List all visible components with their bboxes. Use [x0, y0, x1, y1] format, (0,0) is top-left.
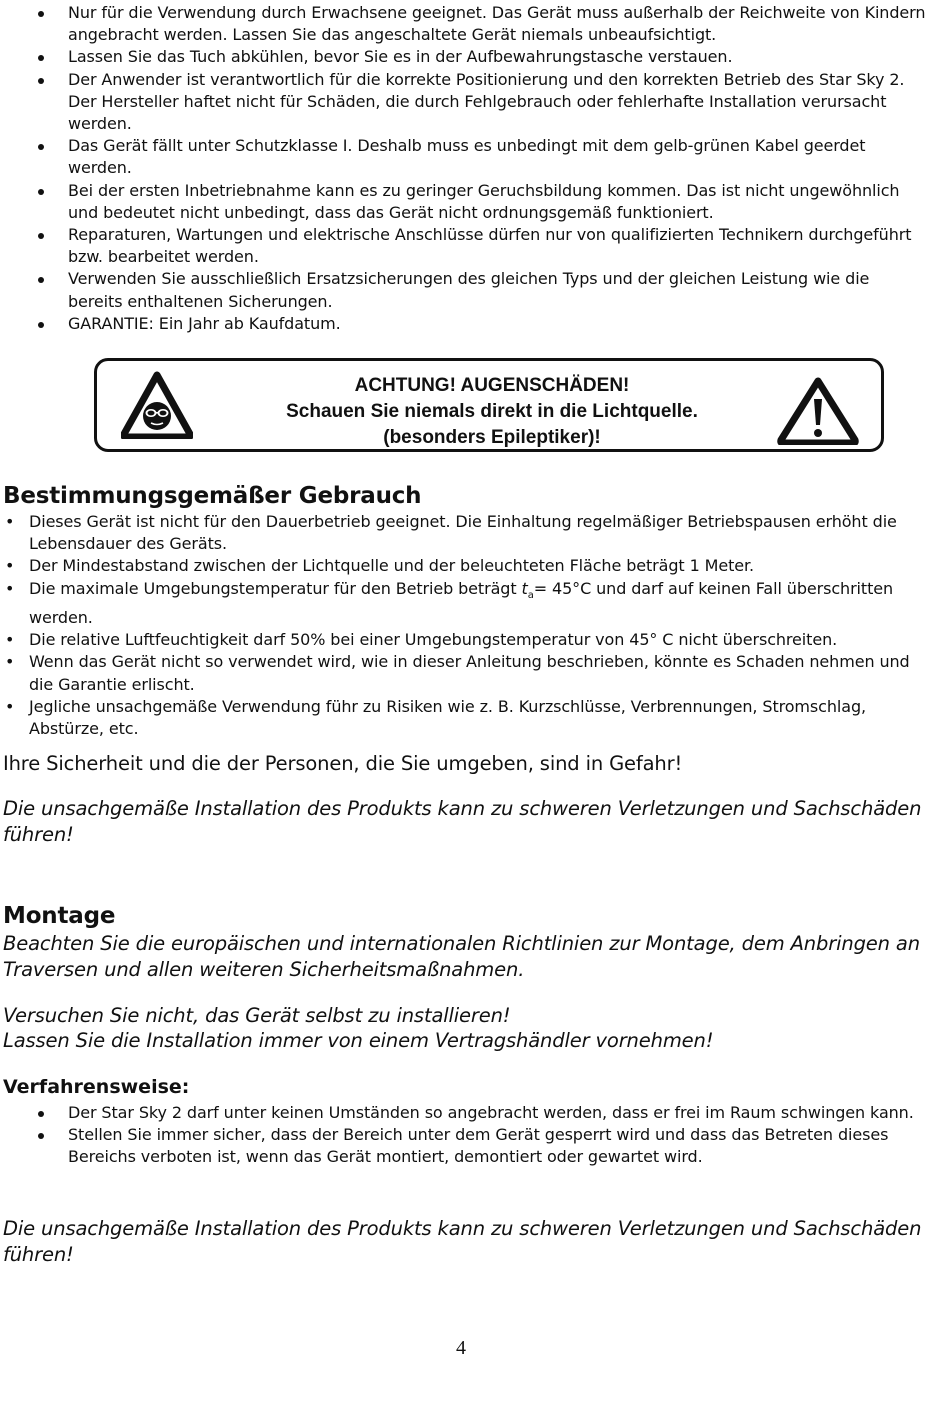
mounting-note: Versuchen Sie nicht, das Gerät selbst zu installieren!: [3, 1004, 511, 1027]
bullet-icon: [38, 1133, 44, 1139]
bullet-icon: [38, 78, 44, 84]
bullet-icon: [38, 233, 44, 239]
procedure-heading: Verfahrensweise:: [3, 1076, 190, 1098]
list-item: Nur für die Verwendung durch Erwachsene geeignet. Das Gerät muss außerhalb der Reichweite von Kindern angebracht werden. Lassen Sie das angeschaltete Gerät niemals unbeaufsichtigt.: [38, 2, 928, 46]
list-item: GARANTIE: Ein Jahr ab Kaufdatum.: [38, 313, 928, 335]
list-item: • Jegliche unsachgemäße Verwendung führ zu Risiken wie z. B. Kurzschlüsse, Verbrennungen, Stromschlag, Abstürze, etc.: [5, 696, 866, 739]
exclamation-warning-icon: [777, 377, 859, 445]
bullet-icon: [38, 11, 44, 17]
list-item: Lassen Sie das Tuch abkühlen, bevor Sie es in der Aufbewahrungstasche verstauen.: [38, 46, 928, 68]
bullet-icon: [38, 322, 44, 328]
list-item: • Dieses Gerät ist nicht für den Dauerbetrieb geeignet. Die Einhaltung regelmäßiger Betriebspausen erhöht die Lebensdauer des Geräts.: [5, 512, 897, 554]
procedure-list: [38, 1102, 928, 1169]
list-item: • Der Mindestabstand zwischen der Lichtquelle und der beleuchteten Fläche beträgt 1 Meter.: [5, 556, 754, 576]
safety-instructions-list: [38, 2, 928, 335]
bullet-icon: [38, 1111, 44, 1117]
list-item: • Wenn das Gerät nicht so verwendet wird, wie in dieser Anleitung beschrieben, könnte es Schaden nehmen und die Garantie erlischt.: [5, 652, 910, 694]
eye-protection-warning-icon: [121, 371, 193, 439]
list-item: Verwenden Sie ausschließlich Ersatzsicherungen des gleichen Typs und der gleichen Leistung wie die bereits enthaltenen Sicherungen.: [38, 268, 928, 312]
list-item: Der Anwender ist verantwortlich für die korrekte Positionierung und den korrekten Betrieb des Star Sky 2. Der Hersteller haftet nicht für Schäden, die durch Fehlgebrauch oder fehlerhafte Installation verursacht werden.: [38, 69, 928, 136]
list-item: Das Gerät fällt unter Schutzklasse I. Deshalb muss es unbedingt mit dem gelb-grünen Kabel geerdet werden.: [38, 135, 928, 179]
bullet-icon: [38, 277, 44, 283]
warning-line: (besonders Epileptiker)!: [383, 427, 601, 448]
bullet-icon: [38, 55, 44, 61]
bullet-icon: [38, 189, 44, 195]
warning-title: ACHTUNG! AUGENSCHÄDEN!: [354, 375, 630, 396]
list-item: Reparaturen, Wartungen und elektrische Anschlüsse dürfen nur von qualifizierten Technikern durchgeführt bzw. bearbeitet werden.: [38, 224, 928, 268]
warning-text: [237, 373, 747, 451]
list-item: Der Star Sky 2 darf unter keinen Umständen so angebracht werden, dass er frei im Raum schwingen kann.: [38, 1102, 928, 1124]
warning-line: Schauen Sie niemals direkt in die Lichtquelle.: [286, 401, 698, 422]
eye-damage-warning-box: [94, 358, 884, 452]
mounting-note: Lassen Sie die Installation immer von einem Vertragshändler vornehmen!: [3, 1029, 714, 1052]
list-item: Stellen Sie immer sicher, dass der Bereich unter dem Gerät gesperrt wird und dass das Betreten dieses Bereichs verboten ist, wenn das Gerät montiert, demontiert oder gewartet wird.: [38, 1124, 928, 1168]
installation-warning: Die unsachgemäße Installation des Produkts kann zu schweren Verletzungen und Sachschäden führen!: [3, 1217, 922, 1266]
section-heading-mounting: Montage: [3, 903, 116, 929]
installation-warning: Die unsachgemäße Installation des Produkts kann zu schweren Verletzungen und Sachschäden führen!: [3, 797, 922, 846]
list-item: Bei der ersten Inbetriebnahme kann es zu geringer Geruchsbildung kommen. Das ist nicht ungewöhnlich und bedeutet nicht unbedingt, dass das Gerät nicht ordnungsgemäß funktioniert.: [38, 180, 928, 224]
intended-use-list: [3, 511, 918, 740]
section-heading-intended-use: Bestimmungsgemäßer Gebrauch: [3, 483, 422, 509]
safety-note: Ihre Sicherheit und die der Personen, die Sie umgeben, sind in Gefahr!: [3, 752, 683, 775]
list-item: • Die maximale Umgebungstemperatur für den Betrieb beträgt $t_a= 45^\circ C$ und darf auf keinen Fall überschritten werden.: [5, 578, 894, 627]
list-item: • Die relative Luftfeuchtigkeit darf 50% bei einer Umgebungstemperatur von 45° C nicht überschreiten.: [5, 630, 838, 650]
mounting-intro: Beachten Sie die europäischen und internationalen Richtlinien zur Montage, dem Anbringen an Traversen und allen weiteren Sicherheitsmaßnahmen.: [3, 932, 920, 981]
page-number: 4: [456, 1337, 466, 1359]
bullet-icon: [38, 144, 44, 150]
